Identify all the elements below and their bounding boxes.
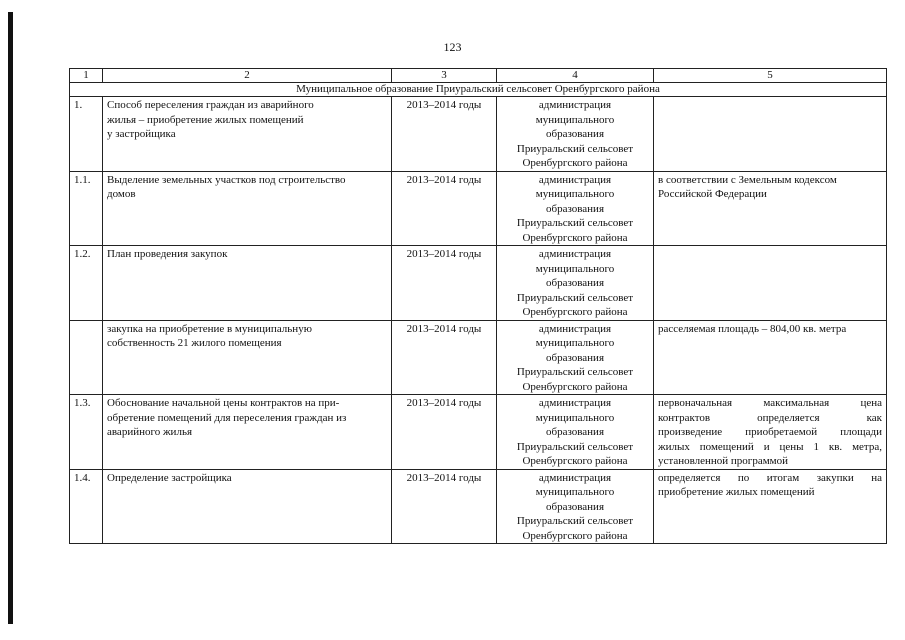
cell-line: образования <box>545 426 605 438</box>
measure-name <box>103 171 392 246</box>
cell-line: образования <box>545 500 605 513</box>
cell-line: Оренбургского района <box>522 380 628 393</box>
cell-line: контрактов определяется как <box>658 411 882 424</box>
cell-line: Оренбургского района <box>522 529 628 542</box>
cell-line: установленной программой <box>658 455 789 467</box>
cell-line: Приуральский сельсовет <box>516 217 634 229</box>
executor-cell <box>497 97 654 172</box>
scan-margin-bar <box>8 12 13 624</box>
period-cell: 2013–2014 годы <box>392 320 497 395</box>
period-cell: 2013–2014 годы <box>392 97 497 172</box>
page-number: 123 <box>443 40 462 54</box>
period-cell: 2013–2014 годы <box>392 395 497 470</box>
cell-line: Обоснование начальной цены контрактов на при- <box>107 397 340 409</box>
table-row <box>70 171 887 246</box>
row-number: 1.1. <box>70 171 103 246</box>
measure-name <box>103 395 392 470</box>
period-cell: 2013–2014 годы <box>392 469 497 544</box>
cell-line: Приуральский сельсовет <box>516 291 634 304</box>
cell-line: Определение застройщика <box>107 471 232 484</box>
period-cell: 2013–2014 годы <box>392 171 497 246</box>
cell-line: у застройщика <box>107 128 176 140</box>
cell-line: муниципального <box>535 188 615 200</box>
cell-line: обретение помещений для переселения граждан из <box>107 411 347 424</box>
table-row <box>70 320 887 395</box>
table-header-row <box>70 69 887 83</box>
cell-line: собственность 21 жилого помещения <box>107 337 282 349</box>
cell-line: жилья – приобретение жилых помещений <box>107 113 304 126</box>
measure-name <box>103 97 392 172</box>
cell-line: администрация <box>538 173 612 186</box>
header-cell: 2 <box>103 69 392 83</box>
table-row <box>70 97 887 172</box>
table-row <box>70 469 887 544</box>
header-cell: 1 <box>70 69 103 83</box>
table-row <box>70 395 887 470</box>
note-cell <box>654 246 887 321</box>
cell-line: произведение приобретаемой площади <box>658 426 882 438</box>
row-number: 1.3. <box>70 395 103 470</box>
executor-cell <box>497 395 654 470</box>
cell-line: Способ переселения граждан из аварийного <box>107 99 314 111</box>
cell-line: Оренбургского района <box>522 157 628 169</box>
cell-line: аварийного жилья <box>107 426 193 438</box>
header-cell: 4 <box>497 69 654 83</box>
executor-cell <box>497 469 654 544</box>
cell-line: первоначальная максимальная цена <box>658 397 882 409</box>
cell-line: Приуральский сельсовет <box>516 440 634 453</box>
cell-line: администрация <box>538 322 612 335</box>
note-cell <box>654 320 887 395</box>
measure-name <box>103 320 392 395</box>
measure-name <box>103 246 392 321</box>
row-number: 1.4. <box>70 469 103 544</box>
executor-cell <box>497 246 654 321</box>
cell-line: домов <box>107 188 136 200</box>
row-number: 1.2. <box>70 246 103 321</box>
cell-line: расселяемая площадь – 804,00 кв. метра <box>658 322 847 335</box>
period-cell: 2013–2014 годы <box>392 246 497 321</box>
row-number: 1. <box>70 97 103 172</box>
cell-line: администрация <box>538 99 612 111</box>
cell-line: администрация <box>538 471 612 484</box>
cell-line: приобретение жилых помещений <box>658 486 815 498</box>
cell-line: образования <box>545 277 605 289</box>
cell-line: определяется по итогам закупки на <box>658 471 882 484</box>
cell-line: Оренбургского района <box>522 455 628 467</box>
table-row <box>70 246 887 321</box>
row-number <box>70 320 103 395</box>
cell-line: в соответствии с Земельным кодексом <box>658 173 837 186</box>
note-cell <box>654 97 887 172</box>
header-cell: 5 <box>654 69 887 83</box>
cell-line: муниципального <box>535 113 615 126</box>
cell-line: Приуральский сельсовет <box>516 515 634 527</box>
cell-line: администрация <box>538 397 612 409</box>
note-cell <box>654 395 887 470</box>
cell-line: образования <box>545 128 605 140</box>
note-cell <box>654 171 887 246</box>
note-cell <box>654 469 887 544</box>
cell-line: муниципального <box>535 262 615 275</box>
measure-name <box>103 469 392 544</box>
group-title: Муниципальное образование Приуральский сельсовет Оренбургского района <box>70 83 887 97</box>
cell-line: закупка на приобретение в муниципальную <box>107 322 312 335</box>
cell-line: Выделение земельных участков под строительство <box>107 173 346 186</box>
cell-line: образования <box>545 351 605 364</box>
group-title-row <box>70 83 887 97</box>
header-cell: 3 <box>392 69 497 83</box>
measures-table <box>69 68 887 544</box>
cell-line: Оренбургского района <box>522 306 628 318</box>
cell-line: Российской Федерации <box>658 188 767 200</box>
executor-cell <box>497 320 654 395</box>
cell-line: Оренбургского района <box>522 231 628 244</box>
executor-cell <box>497 171 654 246</box>
cell-line: жилых помещений и цены 1 кв. метра, <box>658 440 882 453</box>
cell-line: администрация <box>538 248 612 260</box>
cell-line: Приуральский сельсовет <box>516 366 634 378</box>
cell-line: Приуральский сельсовет <box>516 142 634 155</box>
cell-line: образования <box>545 202 605 215</box>
cell-line: муниципального <box>535 337 615 349</box>
cell-line: План проведения закупок <box>107 248 228 260</box>
cell-line: муниципального <box>535 411 615 424</box>
cell-line: муниципального <box>535 486 615 498</box>
